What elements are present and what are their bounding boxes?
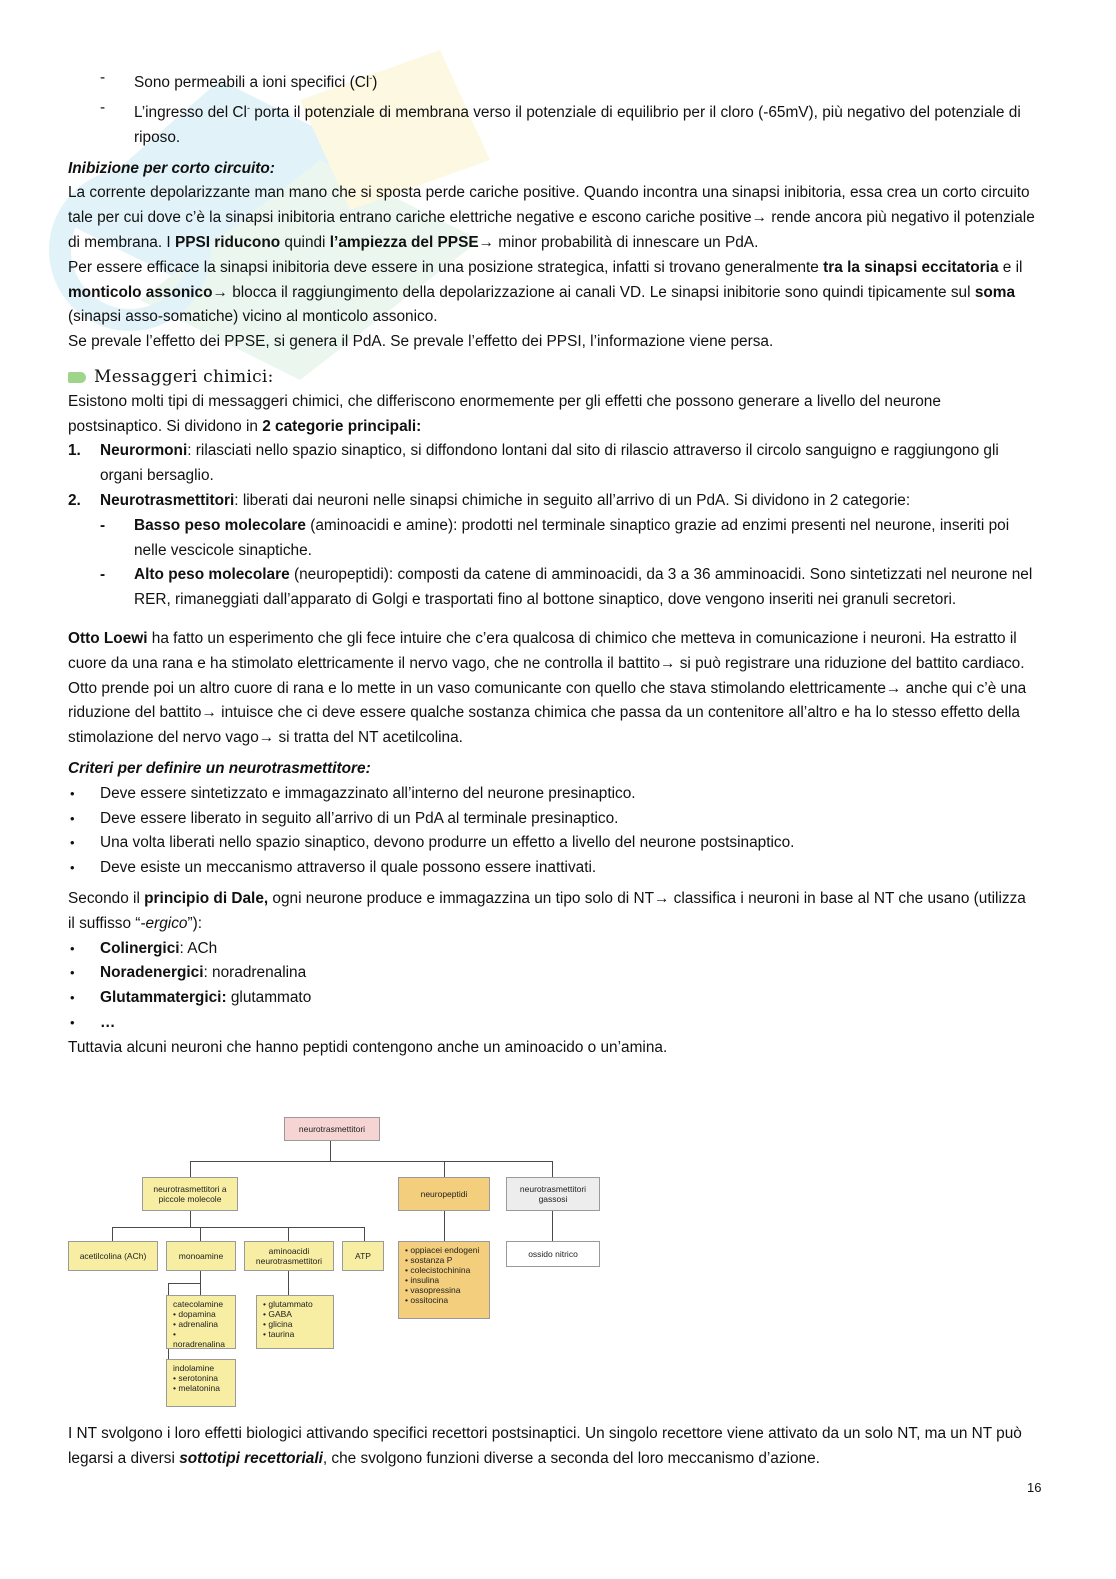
diagram-node-atp: ATP xyxy=(342,1241,384,1271)
list-item: 1. Neurormoni: rilasciati nello spazio sinaptico, si diffondono lontani dal sito di rilascio attraverso il circolo sanguigno e raggiungono gli organi bersaglio. xyxy=(68,442,999,485)
list-item: • Deve essere sintetizzato e immagazzinato all’interno del neurone presinaptico. xyxy=(70,784,636,802)
arrow-icon: → xyxy=(212,283,228,301)
diagram-node-small-molecules: neurotrasmettitori a piccole molecole xyxy=(142,1177,238,1211)
neurotransmitter-diagram xyxy=(68,1117,608,1412)
diagram-node-gaseous: neurotrasmettitori gassosi xyxy=(506,1177,600,1211)
list-item: • Noradenergici: noradrenalina xyxy=(70,964,307,982)
paragraph: I NT svolgono i loro effetti biologici attivando specifici recettori postsinaptici. Un singolo recettore viene attivato da un solo NT, ma un NT può legarsi a diversi sottotipi recettoriali, che svolgono funzioni diverse a seconda del loro meccanismo d’azione. xyxy=(68,1425,1022,1467)
list-item: 2. Neurotrasmettitori: liberati dai neuroni nelle sinapsi chimiche in seguito all’arrivo di un PdA. Si dividono in 2 categorie: - Basso peso molecolare (aminoacidi e amine): prodotti nel terminale sinaptico grazie ad enzimi presenti nel neurone, inseriti poi nelle vescicole sinaptiche. - Alto peso molecolare (neuropeptidi): composti da catene di amminoacidi, da 3 a 36 amminoacidi. Sono sintetizzati nel neurone nel RER, rimaneggiati dall’apparato di Golgi e trasportati fino al bottone sinaptico, dove vengono inseriti nei granuli secretori. xyxy=(68,489,1036,613)
diagram-node-amino-acids: aminoacidi neurotrasmettitori xyxy=(244,1241,334,1271)
paragraph: Se prevale l’effetto dei PPSE, si genera il PdA. Se prevale l’effetto dei PPSI, l’informazione viene persa. xyxy=(68,333,774,351)
diagram-node-monoamines: monoamine xyxy=(166,1241,236,1271)
diagram-node-amino-acid-list: • glutammato • GABA • glicina • taurina xyxy=(256,1295,334,1349)
diagram-node-neuropeptides: neuropeptidi xyxy=(398,1177,490,1211)
arrow-icon: → xyxy=(258,729,275,747)
diagram-node-indolamines: indolamine • serotonina • melatonina xyxy=(166,1359,236,1407)
paragraph: Esistono molti tipi di messaggeri chimici, che differiscono enormemente per gli effetti che possono generare a livello del neurone postsinaptico. Si dividono in 2 categorie principali: xyxy=(68,392,941,435)
list-item: - Basso peso molecolare (aminoacidi e amine): prodotti nel terminale sinaptico grazie ad enzimi presenti nel neurone, inseriti poi nelle vescicole sinaptiche. xyxy=(100,516,1010,559)
section-title: Messaggeri chimici : xyxy=(68,365,1036,390)
paragraph: Secondo il principio di Dale, ogni neurone produce e immagazzina un tipo solo di NT→ classifica i neuroni in base al NT che usano (utilizza il suffisso “-ergico”): xyxy=(68,889,1026,932)
arrow-icon: → xyxy=(201,704,217,722)
diagram-node-ach: acetilcolina (ACh) xyxy=(68,1241,158,1271)
diagram-node-nitric-oxide: ossido nitrico xyxy=(506,1241,600,1267)
main-text xyxy=(68,66,1036,1061)
list-item: • Colinergici: ACh xyxy=(70,939,218,957)
arrow-icon: → xyxy=(885,679,902,697)
list-item: • … xyxy=(70,1013,116,1031)
list-marker: - xyxy=(100,69,106,86)
arrow-icon: → xyxy=(660,654,676,672)
list-item: • Glutammatergici: glutammato xyxy=(70,989,312,1007)
arrow-icon: → xyxy=(654,889,670,907)
arrow-icon: → xyxy=(478,234,494,252)
list-item: • Una volta liberati nello spazio sinaptico, devono produrre un effetto a livello del neurone postsinaptico. xyxy=(70,834,795,852)
diagram-node-catecholamines: catecolamine • dopamina • adrenalina • noradrenalina xyxy=(166,1295,236,1349)
list-item: • Deve essere liberato in seguito all’arrivo di un PdA al terminale presinaptico. xyxy=(70,809,619,827)
paragraph: Tuttavia alcuni neuroni che hanno peptidi contengono anche un aminoacido o un’amina. xyxy=(68,1038,668,1056)
paragraph: Otto Loewi ha fatto un esperimento che gli fece intuire che c’era qualcosa di chimico che metteva in comunicazione i neuroni. Ha estratto il cuore da una rana e ha stimolato elettricamente il nervo vago, che ne controlla il battito→ si può registrare una riduzione del battito cardiaco. Otto prende poi un altro cuore di rana e lo mette in un vaso comunicante con quello che stava stimolando elettricamente→ anche qui c’è una riduzione del battito→ intuisce che ci deve essere qualche sostanza chimica che passa da un contenitore all’altro e ha lo stesso effetto della stimolazione del nervo vago→ si tratta del NT acetilcolina. xyxy=(68,629,1027,747)
list-item: • Deve esiste un meccanismo attraverso il quale possono essere inattivati. xyxy=(70,859,597,877)
section-heading: Criteri per definire un neurotrasmettitore: xyxy=(68,759,371,777)
diagram-node-root: neurotrasmettitori xyxy=(284,1117,380,1141)
arrow-icon: → xyxy=(751,209,767,227)
section-marker-icon xyxy=(68,372,86,383)
paragraph: Per essere efficace la sinapsi inibitoria deve essere in una posizione strategica, infatti si trovano generalmente tra la sinapsi eccitatoria e il monticolo assonico→ blocca il raggiungimento della depolarizzazione ai canali VD. Le sinapsi inibitorie sono quindi tipicamente sul soma (sinapsi asso-somatiche) vicino al monticolo assonico. xyxy=(68,258,1023,326)
list-marker: - xyxy=(100,98,106,116)
diagram-node-peptides-list: • oppiacei endogeni • sostanza P • colecistochinina • insulina • vasopressina • ossitocina xyxy=(398,1241,490,1319)
list-item: - L’ingresso del Cl- porta il potenziale di membrana verso il potenziale di equilibrio per il cloro (-65mV), più negativo del potenziale di riposo. xyxy=(68,96,1036,151)
page-number: 16 xyxy=(1027,1480,1042,1495)
section-heading: Inibizione per corto circuito: xyxy=(68,159,275,177)
list-item: - Alto peso molecolare (neuropeptidi): composti da catene di amminoacidi, da 3 a 36 amminoacidi. Sono sintetizzati nel neurone nel RER, rimaneggiati dall’apparato di Golgi e trasportati fino al bottone sinaptico, dove vengono inseriti nei granuli secretori. xyxy=(100,566,1033,609)
paragraph: La corrente depolarizzante man mano che si sposta perde cariche positive. Quando incontra una sinapsi inibitoria, essa crea un corto circuito tale per cui dove c’è la sinapsi inibitoria entrano cariche elettriche negative e escono cariche positive→ rende ancora più negativo il potenziale di membrana. I PPSI riducono quindi l’ampiezza del PPSE→ minor probabilità di innescare un PdA. xyxy=(68,184,1035,252)
list-item: - Sono permeabili a ioni specifici (Cl-) xyxy=(68,66,1036,96)
